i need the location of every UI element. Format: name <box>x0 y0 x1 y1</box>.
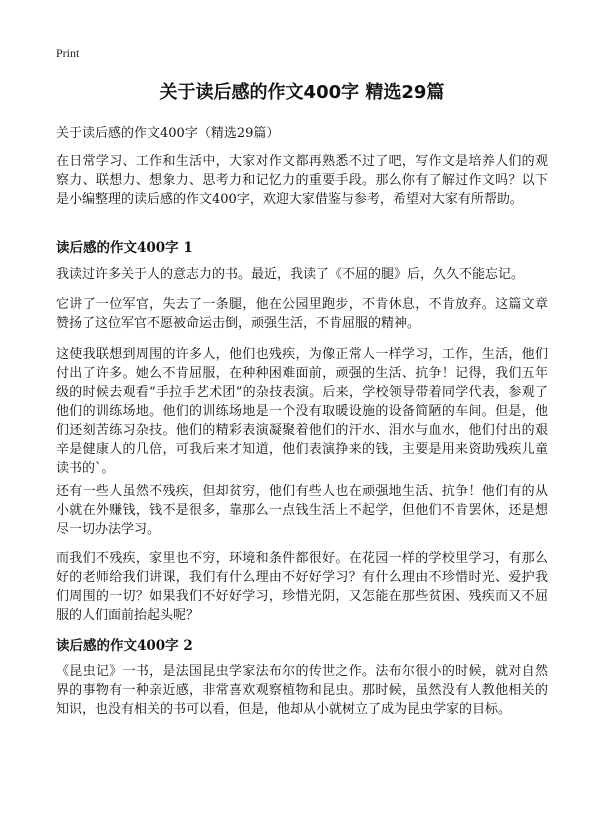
article-subtitle: 关于读后感的作文400字（精选29篇） <box>56 126 280 141</box>
page-title: 关于读后感的作文400字 精选29篇 <box>159 82 445 103</box>
body-paragraph: 我读过许多关于人的意志力的书。最近，我读了《不屈的腿》后，久久不能忘记。 <box>56 267 525 282</box>
print-link[interactable]: Print <box>56 46 80 60</box>
body-paragraph: 《昆虫记》一书，是法国昆虫学家法布尔的传世之作。法布尔很小的时候，就对自然界的事物有一种亲近感，非常喜欢观察植物和昆虫。那时候，虽然没有人教他相关的知识，也没有相关的书可以看，但是，他却从小就树立了成为昆虫学家的目标。 <box>56 664 548 717</box>
intro-paragraph: 在日常学习、工作和生活中，大家对作文都再熟悉不过了吧，写作文是培养人们的观察力、联想力、想象力、思考力和记忆力的重要手段。那么你有了解过作文吗？以下是小编整理的读后感的作文400字，欢迎大家借鉴与参考，希望对大家有所帮助。 <box>56 154 548 207</box>
body-paragraph: 而我们不残疾，家里也不穷，环境和条件都很好。在花园一样的学校里学习，有那么好的老师给我们讲课，我们有什么理由不好好学习？有什么理由不珍惜时光、爱护我们周围的一切？如果我们不好好学习，珍惜光阴，又怎能在那些贫困、残疾而又不屈服的人们面前抬起头呢？ <box>56 551 548 623</box>
body-paragraph: 它讲了一位军官，失去了一条腿，他在公园里跑步，不肯休息，不肯放弃。这篇文章赞扬了这位军官不愿被命运击倒，顽强生活，不肯屈服的精神。 <box>56 297 548 331</box>
body-paragraph: 还有一些人虽然不残疾，但却贫穷，他们有些人也在顽强地生活、抗争！他们有的从小就在外赚钱，钱不是很多，靠那么一点钱生活上不起学，但他们不肯罢休，还是想尽一切办法学习。 <box>56 484 548 537</box>
section-heading: 读后感的作文400字 2 <box>56 638 193 654</box>
body-paragraph: 这使我联想到周围的许多人，他们也残疾，为像正常人一样学习，工作，生活，他们付出了许多。她么不肯屈服，在种种困难面前，顽强的生活、抗争！记得，我们五年级的时候去观看“手拉手艺术团”的杂技表演。后来，学校领导带着同学代表，参观了他们的训练场地。他们的训练场地是一个没有取暖设施的设备简陋的车间。但是，他们还刻苦练习杂技。他们的精彩表演凝聚着他们的汗水、泪水与血水，他们付出的艰辛是健康人的几倍，可我后来才知道，他们表演挣来的钱，主要是用来资助残疾儿童读书的`。 <box>56 347 548 476</box>
section-heading: 读后感的作文400字 1 <box>56 240 193 256</box>
